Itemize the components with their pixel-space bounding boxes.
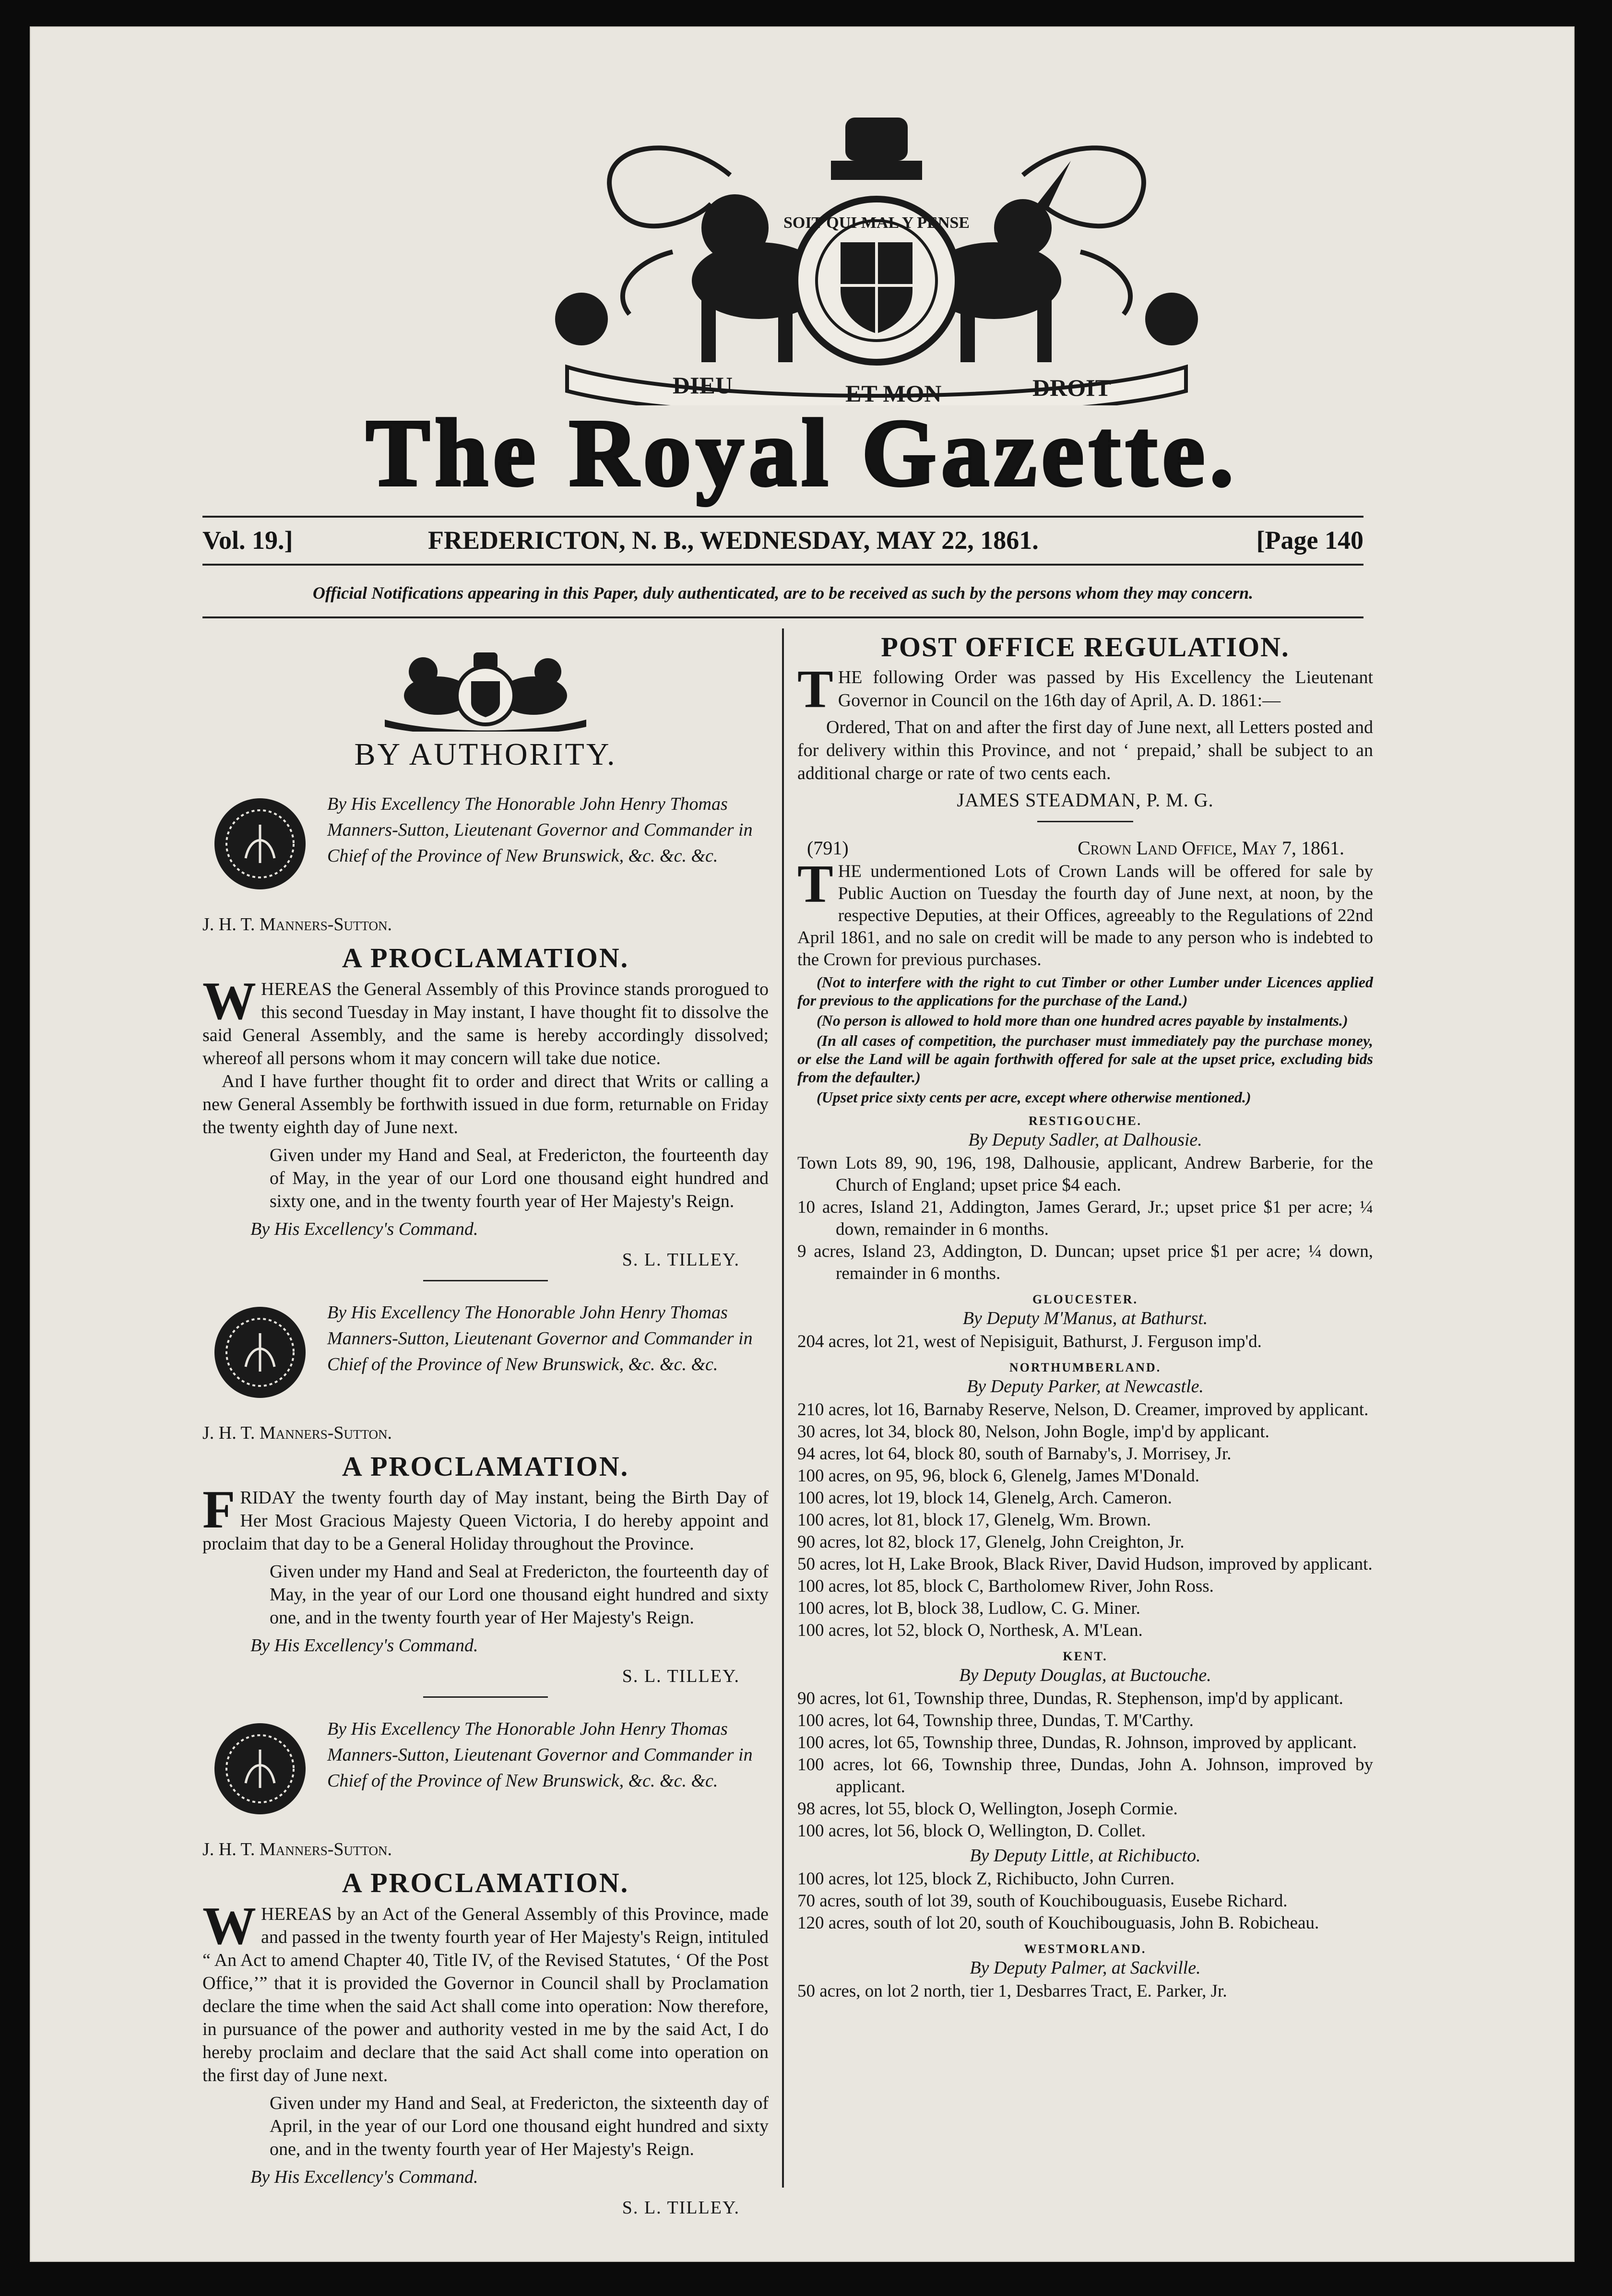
proclamation-body: FRIDAY the twenty fourth day of May instant, being the Birth Day of Her Most Gracious Majesty Queen Victoria, I do hereby appoint and proclaim that day to be a General Holiday throughout the Province. bbox=[202, 1480, 769, 1554]
given-under-hand: Given under my Hand and Seal, at Fredericton, the fourteenth day of May, in the year of our Lord one thousand eight hundred and sixty one, and in the twenty fourth year of Her Majesty's Reign. bbox=[270, 1145, 769, 1211]
section-divider bbox=[423, 1696, 548, 1698]
land-lot: 100 acres, lot B, block 38, Ludlow, C. G. Miner. bbox=[797, 1598, 1140, 1618]
motto-et-mon: ET MON bbox=[845, 380, 942, 405]
land-lot: 10 acres, Island 21, Addington, James Gerard, Jr.; upset price $1 per acre; ¼ down, remainder in 6 months. bbox=[797, 1197, 1373, 1239]
small-coat-of-arms bbox=[366, 650, 605, 732]
seal-icon bbox=[212, 1721, 308, 1817]
section-divider bbox=[1037, 821, 1133, 822]
drop-cap: F bbox=[202, 1480, 236, 1539]
land-lot: 120 acres, south of lot 20, south of Kouchibouguasis, John B. Robicheau. bbox=[797, 1913, 1319, 1933]
county-heading: WESTMORLAND. bbox=[1024, 1942, 1147, 1956]
volume-number: Vol. 19.] bbox=[202, 526, 293, 555]
county-heading: NORTHUMBERLAND. bbox=[1009, 1361, 1162, 1374]
column-divider bbox=[782, 628, 784, 2188]
drop-cap: T bbox=[797, 660, 833, 719]
secretary-signature: S. L. TILLEY. bbox=[622, 1666, 740, 1686]
proclamation-body-2: And I have further thought fit to order and direct that Writs or calling a new General Assembly be forthwith issued in due form, returnable on Friday the twenty eighth day of June next. bbox=[202, 1071, 769, 1137]
dateline-rule bbox=[202, 564, 1363, 566]
right-column bbox=[797, 631, 1373, 2002]
proclamation-body: WHEREAS the General Assembly of this Province stands prorogued to this second Tuesday in May instant, I have thought fit to dissolve the said General Assembly, and the same is hereby accordingly dissolved; whereof all persons whom it may concern will take due notice. bbox=[202, 971, 769, 1068]
land-lot: 100 acres, lot 64, Township three, Dundas, T. M'Carthy. bbox=[797, 1711, 1194, 1730]
motto-droit: DROIT bbox=[1032, 374, 1111, 401]
land-lot: 94 acres, lot 64, block 80, south of Barnaby's, J. Morrisey, Jr. bbox=[797, 1444, 1232, 1464]
post-office-heading: POST OFFICE REGULATION. bbox=[881, 631, 1290, 663]
proclamation-body: WHEREAS by an Act of the General Assembly of this Province, made and passed in the twenty fourth year of Her Majesty's Reign, intituled “ An Act to amend Chapter 40, Title IV, of the Revised Statutes, ‘ Of the Post Office,’” that it is provided the Governor in Council shall by Proclamation declare the time when the said Act shall come into operation: Now therefore, in pursuance of the power and authority vested in me by the said Act, I do hereby proclaim and declare that the said Act shall come into operation on the first day of June next. bbox=[202, 1896, 769, 2085]
masthead-rule-top bbox=[202, 516, 1363, 518]
deputy-line: By Deputy Parker, at Newcastle. bbox=[967, 1376, 1204, 1397]
land-lot: 50 acres, on lot 2 north, tier 1, Desbarres Tract, E. Parker, Jr. bbox=[797, 1981, 1227, 2001]
land-lot: 90 acres, lot 82, block 17, Glenelg, John Creighton, Jr. bbox=[797, 1532, 1185, 1552]
by-command: By His Excellency's Command. bbox=[250, 1635, 478, 1656]
secretary-signature: S. L. TILLEY. bbox=[622, 1250, 740, 1270]
deputy-line: By Deputy Palmer, at Sackville. bbox=[970, 1958, 1201, 1978]
sale-condition: (Upset price sixty cents per acre, except where otherwise mentioned.) bbox=[817, 1089, 1251, 1106]
governor-signature: J. H. T. Manners-Sutton. bbox=[202, 1839, 392, 1859]
governor-title: By His Excellency The Honorable John Henry Thomas Manners-Sutton, Lieutenant Governor and Commander in Chief of the Province of New Brunswick, &c. &c. &c. bbox=[327, 1719, 753, 1791]
governor-signature: J. H. T. Manners-Sutton. bbox=[202, 914, 392, 935]
proclamation-title: A PROCLAMATION. bbox=[342, 1451, 629, 1482]
land-lot: 100 acres, lot 56, block O, Wellington, D. Collet. bbox=[797, 1821, 1146, 1841]
land-lot: 9 acres, Island 23, Addington, D. Duncan; upset price $1 per acre; ¼ down, remainder in 6 months. bbox=[797, 1242, 1373, 1283]
notice-rule bbox=[202, 616, 1363, 618]
secretary-signature: S. L. TILLEY. bbox=[622, 2198, 740, 2218]
seal-icon bbox=[212, 1304, 308, 1400]
seal-icon bbox=[212, 796, 308, 892]
given-under-hand: Given under my Hand and Seal at Fredericton, the fourteenth day of May, in the year of our Lord one thousand eight hundred and sixty one, and in the twenty fourth year of Her Majesty's Reign. bbox=[270, 1562, 769, 1628]
crown-land-body: THE undermentioned Lots of Crown Lands will be offered for sale by Public Auction on Tuesday the fourth day of June next, at noon, by the respective Deputies, at their Offices, agreeably to the Regulations of 22nd April 1861, and no sale on credit will be made to any person who is indebted to the Crown for previous purchases. bbox=[797, 854, 1373, 970]
official-notice: Official Notifications appearing in this Paper, duly authenticated, are to be received as such by the persons whom they may concern. bbox=[312, 583, 1254, 603]
land-lot: 90 acres, lot 61, Township three, Dundas, R. Stephenson, imp'd by applicant. bbox=[797, 1689, 1343, 1708]
land-lot: 100 acres, lot 81, block 17, Glenelg, Wm. Brown. bbox=[797, 1510, 1151, 1530]
deputy-line: By Deputy M'Manus, at Bathurst. bbox=[962, 1308, 1208, 1328]
governor-block bbox=[202, 1716, 769, 1836]
deputy-line: By Deputy Douglas, at Buctouche. bbox=[959, 1665, 1211, 1685]
county-heading: RESTIGOUCHE. bbox=[1028, 1114, 1142, 1128]
governor-title: By His Excellency The Honorable John Henry Thomas Manners-Sutton, Lieutenant Governor and Commander in Chief of the Province of New Brunswick, &c. &c. &c. bbox=[327, 794, 753, 866]
postmaster-signature: JAMES STEADMAN, P. M. G. bbox=[957, 789, 1214, 811]
by-authority-heading: BY AUTHORITY. bbox=[354, 737, 617, 772]
given-under-hand: Given under my Hand and Seal, at Fredericton, the sixteenth day of April, in the year of our Lord one thousand eight hundred and sixty one, and in the twenty fourth year of Her Majesty's Reign. bbox=[270, 2093, 769, 2159]
governor-signature: J. H. T. Manners-Sutton. bbox=[202, 1423, 392, 1443]
crown-land-office-line bbox=[797, 837, 1373, 861]
sale-condition: (In all cases of competition, the purchaser must immediately pay the purchase money, or else the Land will be again forthwith offered for sale at the upset price, excluding bids from the defaulter.) bbox=[797, 1032, 1373, 1086]
royal-coat-of-arms bbox=[529, 108, 1224, 405]
post-office-order: Ordered, That on and after the first day of June next, all Letters posted and for delivery within this Province, and not ‘ prepaid,’ shall be subject to an additional charge or rate of two cents each. bbox=[797, 717, 1373, 783]
proclamation-title: A PROCLAMATION. bbox=[342, 1867, 629, 1898]
left-column bbox=[202, 631, 769, 2218]
drop-cap: W bbox=[202, 1896, 256, 1956]
drop-cap: W bbox=[202, 971, 256, 1031]
land-lot: 100 acres, lot 85, block C, Bartholomew River, John Ross. bbox=[797, 1576, 1214, 1596]
land-lot: 100 acres, lot 52, block O, Northesk, A. M'Lean. bbox=[797, 1621, 1143, 1640]
sale-condition: (No person is allowed to hold more than one hundred acres payable by instalments.) bbox=[817, 1012, 1348, 1029]
governor-block bbox=[202, 791, 769, 911]
land-lot: 100 acres, on 95, 96, block 6, Glenelg, James M'Donald. bbox=[797, 1466, 1199, 1486]
county-heading: GLOUCESTER. bbox=[1032, 1292, 1138, 1306]
garter-motto: SOIT QUI MAL Y PENSE bbox=[783, 214, 970, 232]
land-lot: 210 acres, lot 16, Barnaby Reserve, Nelson, D. Creamer, improved by applicant. bbox=[797, 1400, 1369, 1420]
governor-title: By His Excellency The Honorable John Henry Thomas Manners-Sutton, Lieutenant Governor and Commander in Chief of the Province of New Brunswick, &c. &c. &c. bbox=[327, 1302, 753, 1374]
issue-place-date: FREDERICTON, N. B., WEDNESDAY, MAY 22, 1861. bbox=[428, 526, 1039, 555]
section-divider bbox=[423, 1280, 548, 1281]
sale-condition: (Not to interfere with the right to cut Timber or other Lumber under Licences applied for previous to the applications for the purchase of the Land.) bbox=[797, 973, 1373, 1009]
by-command: By His Excellency's Command. bbox=[250, 1219, 478, 1239]
land-lot: 70 acres, south of lot 39, south of Kouchibouguasis, Eusebe Richard. bbox=[797, 1891, 1288, 1911]
land-lot: 50 acres, lot H, Lake Brook, Black River, David Hudson, improved by applicant. bbox=[797, 1554, 1373, 1574]
deputy-line: By Deputy Sadler, at Dalhousie. bbox=[968, 1130, 1202, 1150]
dateline bbox=[202, 525, 1363, 559]
land-lot: 204 acres, lot 21, west of Nepisiguit, Bathurst, J. Ferguson imp'd. bbox=[797, 1332, 1262, 1351]
land-lot: 100 acres, lot 19, block 14, Glenelg, Arch. Cameron. bbox=[797, 1488, 1172, 1508]
motto-dieu: DIEU bbox=[673, 372, 733, 399]
land-lot: 100 acres, lot 65, Township three, Dundas, R. Johnson, improved by applicant. bbox=[797, 1733, 1357, 1752]
newspaper-page bbox=[30, 26, 1575, 2262]
deputy-line: By Deputy Little, at Richibucto. bbox=[970, 1846, 1201, 1866]
land-lot: 100 acres, lot 125, block Z, Richibucto, John Curren. bbox=[797, 1869, 1175, 1889]
by-command: By His Excellency's Command. bbox=[250, 2167, 478, 2187]
post-office-body: THE following Order was passed by His Excellency the Lieutenant Governor in Council on the 16th day of April, A. D. 1861:— bbox=[797, 660, 1373, 719]
crown-land-office-date: Crown Land Office, May 7, 1861. bbox=[1078, 837, 1344, 859]
notice-number: (791) bbox=[807, 837, 849, 859]
page-number: [Page 140 bbox=[1256, 526, 1363, 555]
land-lot: 98 acres, lot 55, block O, Wellington, Joseph Cormie. bbox=[797, 1799, 1178, 1819]
land-lot: Town Lots 89, 90, 196, 198, Dalhousie, applicant, Andrew Barberie, for the Church of England; upset price $4 each. bbox=[797, 1153, 1373, 1195]
land-lot: 100 acres, lot 66, Township three, Dundas, John A. Johnson, improved by applicant. bbox=[797, 1755, 1373, 1797]
county-heading: KENT. bbox=[1063, 1649, 1108, 1663]
governor-block bbox=[202, 1300, 769, 1420]
drop-cap: T bbox=[797, 854, 833, 914]
masthead-title: The Royal Gazette. bbox=[366, 400, 1239, 506]
land-lot: 30 acres, lot 34, block 80, Nelson, John Bogle, imp'd by applicant. bbox=[797, 1422, 1269, 1442]
proclamation-title: A PROCLAMATION. bbox=[342, 942, 629, 973]
